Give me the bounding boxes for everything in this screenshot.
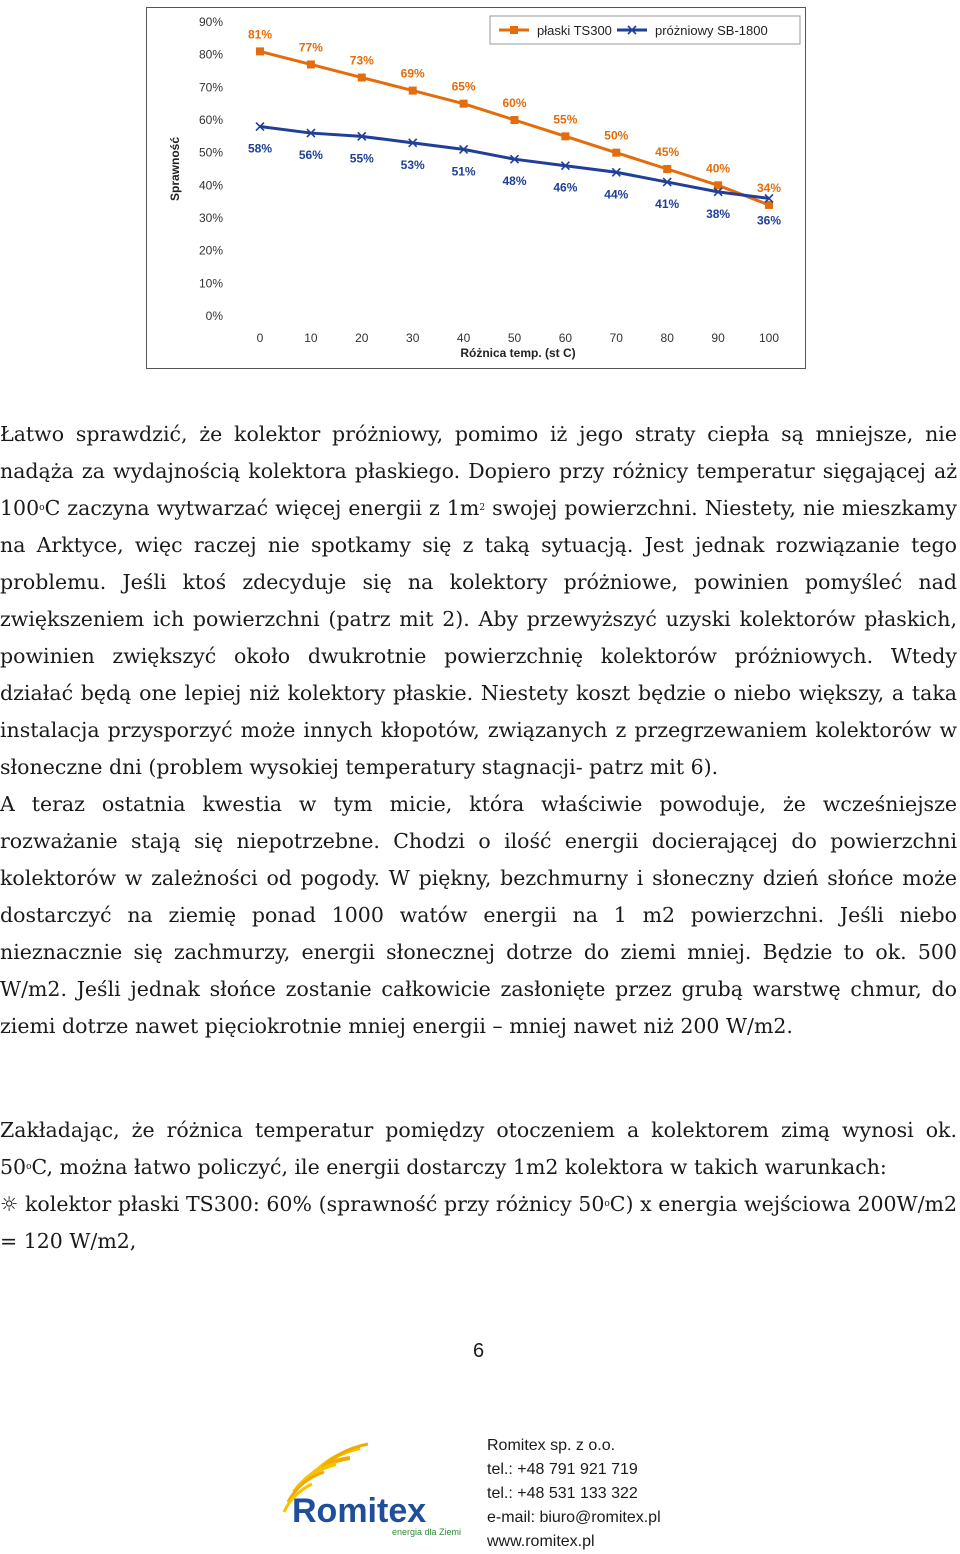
text-segment: C) x energia wejściowa 200W/m2 = 120 W/m2, [0, 1192, 957, 1253]
y-tick-label: 0% [205, 309, 223, 323]
y-axis-title: Sprawność [168, 136, 182, 202]
data-point-marker [612, 149, 620, 157]
logo-wordmark: Romitex [292, 1492, 427, 1530]
data-point-marker [358, 74, 366, 82]
data-point-marker [561, 132, 569, 140]
data-point-marker [460, 100, 468, 108]
x-tick-label: 30 [406, 331, 420, 345]
phone-1: tel.: +48 791 921 719 [487, 1461, 638, 1478]
y-tick-label: 40% [198, 178, 223, 193]
legend-label-ts300: płaski TS300 [537, 23, 612, 38]
text-segment: C, można łatwo policzyć, ile energii dostarczy 1m2 kolektora w takich warunkach: [31, 1155, 887, 1179]
data-label: 81% [247, 27, 273, 42]
data-label: 65% [451, 79, 476, 94]
data-label: 40% [706, 161, 731, 176]
data-label: 41% [655, 197, 680, 212]
romitex-logo [280, 1440, 480, 1540]
data-label: 55% [553, 112, 578, 127]
x-tick-label: 10 [304, 331, 318, 345]
winter-text [0, 1112, 957, 1260]
data-label: 69% [400, 66, 425, 81]
text-segment: kolektor płaski TS300: 60% (sprawność przy różnicy 50 [18, 1192, 605, 1216]
text-segment: Łatwo sprawdzić, że kolektor próżniowy, pomimo iż jego straty ciepła są mniejsze, nie nadąża za wydajnością kolektora płaskiego. Dopiero przy różnicy temperatur sięgającej aż 100 [0, 422, 957, 520]
data-label: 55% [349, 151, 374, 166]
y-tick-label: 80% [198, 47, 223, 62]
data-point-marker [256, 47, 264, 55]
data-label: 38% [706, 206, 731, 221]
logo-tagline: energia dla Ziemi [392, 1527, 462, 1537]
data-label: 45% [655, 145, 680, 159]
data-label: 36% [756, 213, 782, 228]
company-name: Romitex sp. z o.o. [487, 1437, 616, 1454]
x-tick-label: 90 [711, 331, 725, 345]
x-tick-label: 20 [355, 331, 369, 345]
data-point-marker [663, 165, 671, 173]
x-tick-label: 40 [456, 331, 471, 345]
page-number: 6 [472, 1340, 485, 1362]
data-point-marker [409, 87, 417, 95]
superscript-two: 2 [479, 503, 486, 513]
data-label: 48% [502, 174, 527, 189]
data-label: 60% [502, 96, 527, 110]
text-segment: swojej powierzchni. Niestety, nie mieszkamy na Arktyce, więc raczej nie spotkamy się z taką sytuacją. Jest jednak rozwiązanie tego problemu. Jeśli ktoś zdecyduje się na kolektory próżniowe, powinien pomyśleć nad zwiększeniem ich powierzchni (patrz mit 2). Aby przewyższyć uzyski kolektorów płaskich, powinien zwiększyć około dwukrotnie powierzchnię kolektorów próżniowych. Wtedy działać będą one lepiej niż kolektory płaskie. Niestety koszt będzie o niebo większy, a taka instalacja przysporzyć może innych kłopotów, związanych z przegrzewaniem kolektorów w słoneczne dni (problem wysokiej temperatury stagnacji- patrz mit 6). [0, 496, 957, 779]
y-tick-label: 10% [198, 276, 223, 291]
legend-label-sb1800: próżniowy SB-1800 [655, 23, 768, 38]
y-tick-label: 20% [198, 243, 223, 258]
y-tick-label: 90% [198, 15, 223, 29]
paragraph-winter [0, 1112, 957, 1186]
bullet-item [0, 1186, 957, 1260]
data-label: 34% [756, 180, 782, 195]
x-tick-label: 60 [558, 331, 573, 345]
text-segment: C zaczyna wytwarzać więcej energii z 1m [44, 496, 480, 520]
data-label: 51% [451, 164, 476, 179]
email-link[interactable]: e-mail: biuro@romitex.pl [487, 1509, 661, 1526]
data-point-marker [307, 60, 315, 68]
x-tick-label: 50 [507, 331, 522, 345]
footer-contact [487, 1434, 661, 1554]
paragraph-weather: A teraz ostatnia kwestia w tym micie, która właściwie powoduje, że wcześniejsze rozważanie stają się niepotrzebne. Chodzi o ilość energii docierającej do powierzchni kolektorów w zależności od pogody. W piękny, bezchmurny i słoneczny dzień słońce może dostarczyć na ziemię ponad 1000 watów energii na 1 m2 powierzchni. Jeśli niebo nieznacznie się zachmurzy, energii słonecznej dotrze do ziemi mniej. Będzie to ok. 500 W/m2. Jeśli jednak słońce zostanie całkowicie zasłonięte przez grubą warstwę chmur, do ziemi dotrze nawet pięciokrotnie mniej energii – mniej nawet niż 200 W/m2. [0, 792, 957, 1038]
data-label: 50% [604, 128, 629, 143]
degree-mark: o [604, 1199, 610, 1209]
x-tick-label: 70 [609, 331, 623, 345]
main-text [0, 416, 957, 1045]
x-tick-label: 100 [758, 331, 780, 345]
data-label: 44% [604, 187, 629, 202]
data-label: 73% [349, 53, 374, 68]
data-label: 77% [298, 40, 323, 55]
sun-icon: ☼ [0, 1192, 19, 1216]
y-tick-label: 60% [198, 113, 223, 127]
text-segment: Zakładając, że różnica temperatur pomiędzy otoczeniem a kolektorem zimą wynosi ok. 50 [0, 1118, 957, 1179]
y-tick-label: 30% [198, 211, 223, 225]
data-point-marker [511, 116, 519, 124]
data-label: 46% [553, 180, 578, 195]
degree-mark: o [39, 503, 45, 513]
y-tick-label: 50% [198, 145, 223, 160]
efficiency-chart [146, 7, 806, 369]
website-link[interactable]: www.romitex.pl [487, 1533, 595, 1550]
legend-marker-ts300 [510, 26, 518, 34]
chart-canvas [147, 8, 805, 368]
data-label: 56% [298, 148, 323, 163]
x-tick-label: 80 [660, 331, 674, 345]
x-axis-title: Różnica temp. (st C) [460, 346, 576, 360]
degree-mark: o [26, 1162, 32, 1172]
x-tick-label: 0 [256, 331, 264, 345]
phone-2: tel.: +48 531 133 322 [487, 1485, 638, 1502]
data-label: 53% [400, 157, 425, 172]
data-label: 58% [247, 141, 273, 156]
y-tick-label: 70% [198, 80, 223, 95]
paragraph-comparison [0, 416, 957, 786]
